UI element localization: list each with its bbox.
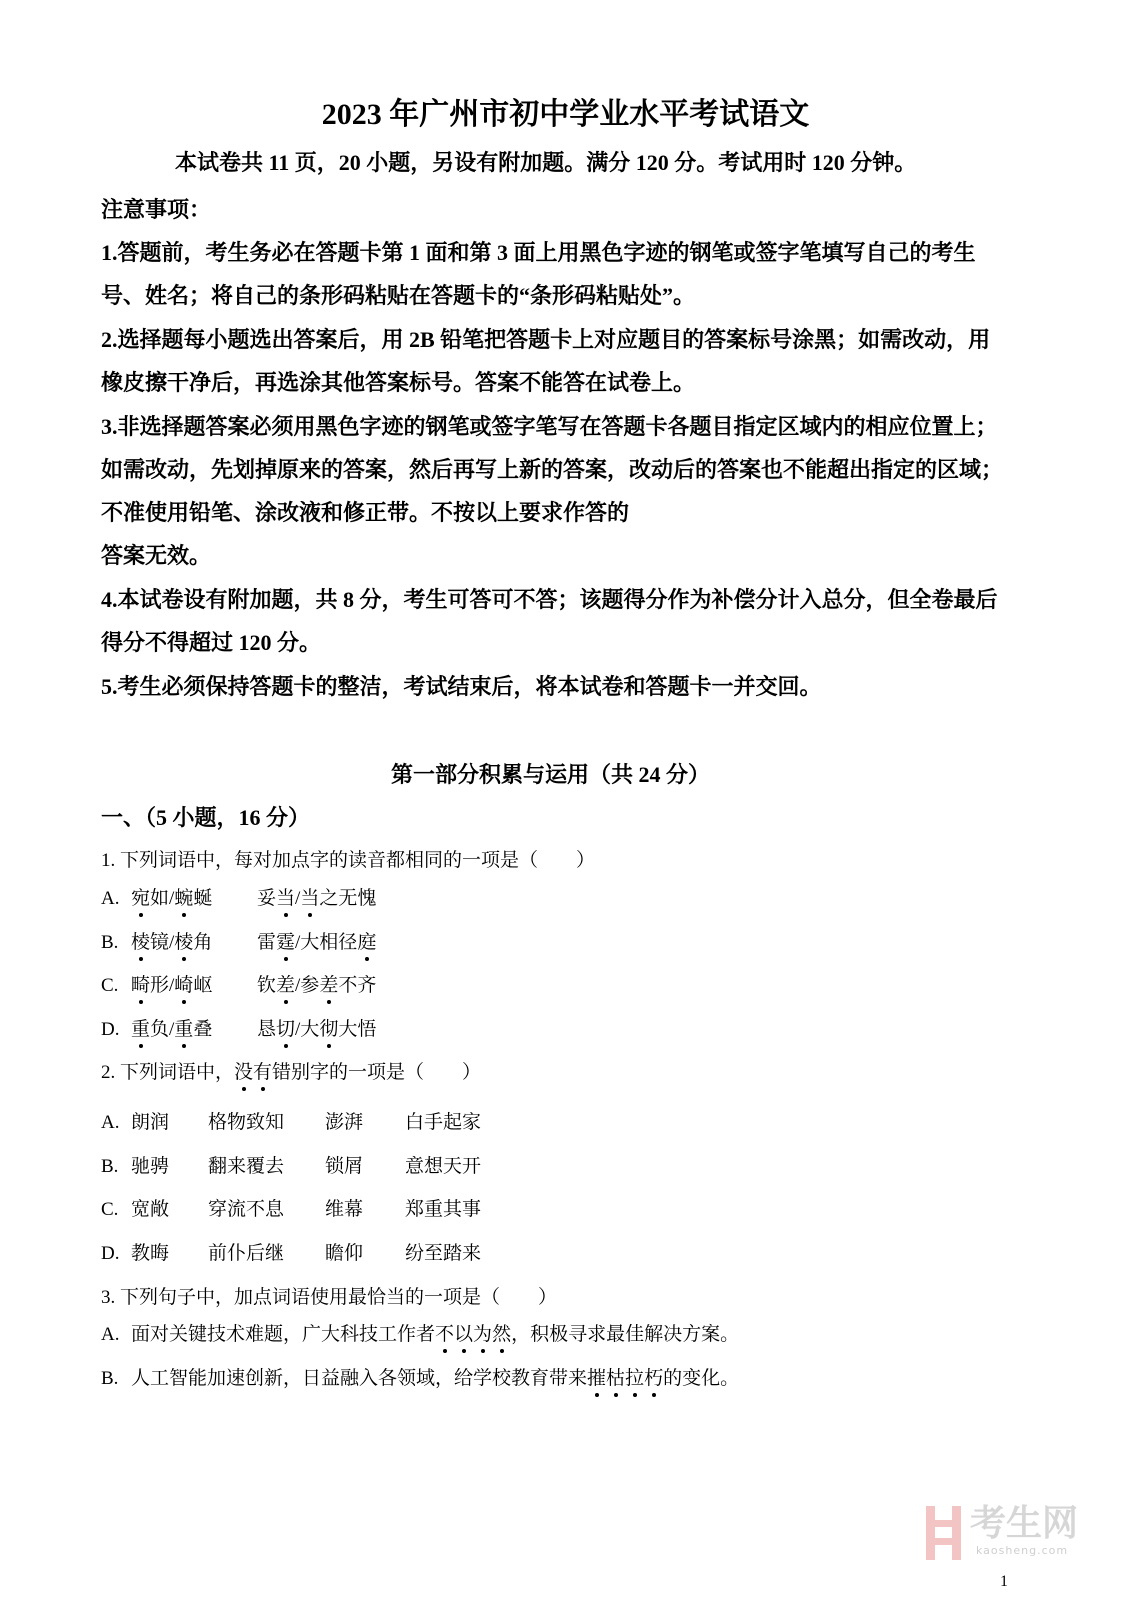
watermark-domain: kaosheng.com [976,1544,1069,1557]
option-word-pair: 妥当/当之无愧 [257,879,376,919]
emphasis-dot-char: 然 [492,1315,511,1355]
note-line: 橡皮擦干净后，再选涂其他答案标号。答案不能答在试卷上。 [101,370,696,395]
emphasis-dot-char: 不 [435,1315,454,1355]
section-heading: 一、（5 小题，16 分） [101,805,311,830]
q2-option-c [101,1190,1001,1230]
emphasis-dot-char: 宛 [131,879,150,919]
option-letter: A. [101,1112,120,1133]
emphasis-dot-char: 霆 [276,923,295,963]
option-letter: C. [101,975,119,996]
option-letter: A. [101,1324,120,1345]
option-word-pair: 畸形/崎岖 [131,966,212,1006]
q1-stem: 1. 下列词语中，每对加点字的读音都相同的一项是（ ） [101,850,596,871]
option-word: 瞻仰 [325,1243,364,1264]
emphasis-dot-char: 彻 [319,1010,338,1050]
emphasis-dot-char: 朽 [644,1359,663,1399]
emphasis-dot-char: 重 [131,1010,150,1050]
option-word-pair: 恳切/大彻大悟 [257,1010,376,1050]
option-letter: A. [101,888,120,909]
option-word: 穿流不息 [208,1199,285,1220]
q1-option-d [101,1010,1001,1050]
option-word: 驰骋 [131,1156,170,1177]
q1-option-c [101,966,1001,1006]
emphasis-dot-char: 崎 [174,966,193,1006]
q3-option-a [101,1315,1001,1355]
emphasis-dot-char: 畸 [131,966,150,1006]
option-word-pair: 钦差/参差不齐 [257,966,376,1006]
notes-heading: 注意事项： [101,197,212,222]
option-word: 前仆后继 [208,1243,285,1264]
part-heading: 第一部分积累与运用（共 24 分） [390,762,710,787]
emphasis-dot-char: 棱 [174,923,193,963]
emphasis-dot-char: 当 [276,879,295,919]
option-letter: B. [101,1156,119,1177]
option-sentence: 人工智能加速创新，日益融入各领域，给学校教育带来摧枯拉朽的变化。 [131,1359,739,1399]
emphasis-dot-char: 蜿 [174,879,193,919]
option-letter: B. [101,1368,119,1389]
note-line: 3.非选择题答案必须用黑色字迹的钢笔或签字笔写在答题卡各题目指定区域内的相应位置上； [101,414,998,439]
emphasis-dot-char: 拉 [625,1359,644,1399]
option-word: 纷至踏来 [405,1243,482,1264]
note-line: 如需改动，先划掉原来的答案，然后再写上新的答案，改动后的答案也不能超出指定的区域； [101,457,1004,482]
note-line: 答案无效。 [101,543,212,568]
option-word: 澎湃 [325,1112,364,1133]
option-letter: C. [101,1199,119,1220]
page-number: 1 [1000,1573,1008,1590]
exam-title: 2023 年广州市初中学业水平考试语文 [321,98,810,131]
option-word: 锁屑 [325,1156,364,1177]
emphasis-dot-char: 以 [454,1315,473,1355]
option-word-pair: 宛如/蜿蜒 [131,879,212,919]
watermark-brand-name: 考生网 [970,1503,1079,1544]
kaosheng-logo-icon [926,1506,964,1560]
kaosheng-watermark [926,1500,1096,1566]
option-word: 朗润 [131,1112,170,1133]
emphasis-dot-char: 庭 [357,923,376,963]
option-word: 宽敞 [131,1199,170,1220]
option-word: 格物致知 [208,1112,285,1133]
emphasis-dot-char: 差 [319,966,338,1006]
note-line: 1.答题前，考生务必在答题卡第 1 面和第 3 面上用黑色字迹的钢笔或签字笔填写自己的考生 [101,240,976,265]
option-word: 翻来覆去 [208,1156,285,1177]
option-word: 白手起家 [405,1112,482,1133]
option-word: 教晦 [131,1243,170,1264]
note-line: 2.选择题每小题选出答案后，用 2B 铅笔把答题卡上对应题目的答案标号涂黑；如需改动，用 [101,327,991,352]
note-line: 5.考生必须保持答题卡的整洁，考试结束后，将本试卷和答题卡一并交回。 [101,674,822,699]
option-word: 意想天开 [405,1156,482,1177]
emphasis-dot-char: 差 [276,966,295,1006]
option-letter: D. [101,1243,120,1264]
q2-stem: 2. 下列词语中，没有错别字的一项是（ ） [101,1053,481,1093]
q2-option-d [101,1234,1001,1274]
option-sentence: 面对关键技术难题，广大科技工作者不以为然，积极寻求最佳解决方案。 [131,1315,739,1355]
option-word: 郑重其事 [405,1199,482,1220]
option-letter: B. [101,932,119,953]
option-word-pair: 棱镜/棱角 [131,923,212,963]
option-word: 维幕 [325,1199,364,1220]
emphasis-dot-char: 切 [276,1010,295,1050]
emphasis-dot-char: 摧 [587,1359,606,1399]
emphasis-dot-char: 枯 [606,1359,625,1399]
option-word-pair: 重负/重叠 [131,1010,212,1050]
emphasis-dot-char: 重 [174,1010,193,1050]
option-letter: D. [101,1019,120,1040]
emphasis-dot-char: 当 [300,879,319,919]
q2-option-b [101,1147,1001,1187]
note-line: 号、姓名；将自己的条形码粘贴在答题卡的“条形码粘贴处”。 [101,283,696,308]
emphasis-dot-char: 没 [234,1053,253,1093]
note-line: 不准使用铅笔、涂改液和修正带。不按以上要求作答的 [101,500,630,525]
emphasis-dot-char: 为 [473,1315,492,1355]
q3-stem: 3. 下列句子中，加点词语使用最恰当的一项是（ ） [101,1287,558,1308]
note-line: 得分不得超过 120 分。 [101,630,322,655]
q1-option-a [101,879,1001,919]
emphasis-dot-char: 有 [253,1053,272,1093]
emphasis-dot-char: 棱 [131,923,150,963]
exam-summary: 本试卷共 11 页，20 小题，另设有附加题。满分 120 分。考试用时 120 分钟。 [175,150,917,175]
option-word-pair: 雷霆/大相径庭 [257,923,376,963]
q1-option-b [101,923,1001,963]
q2-option-a [101,1103,1001,1143]
q3-option-b [101,1359,1001,1399]
note-line: 4.本试卷设有附加题，共 8 分，考生可答可不答；该题得分作为补偿分计入总分，但全卷最后 [101,587,998,612]
